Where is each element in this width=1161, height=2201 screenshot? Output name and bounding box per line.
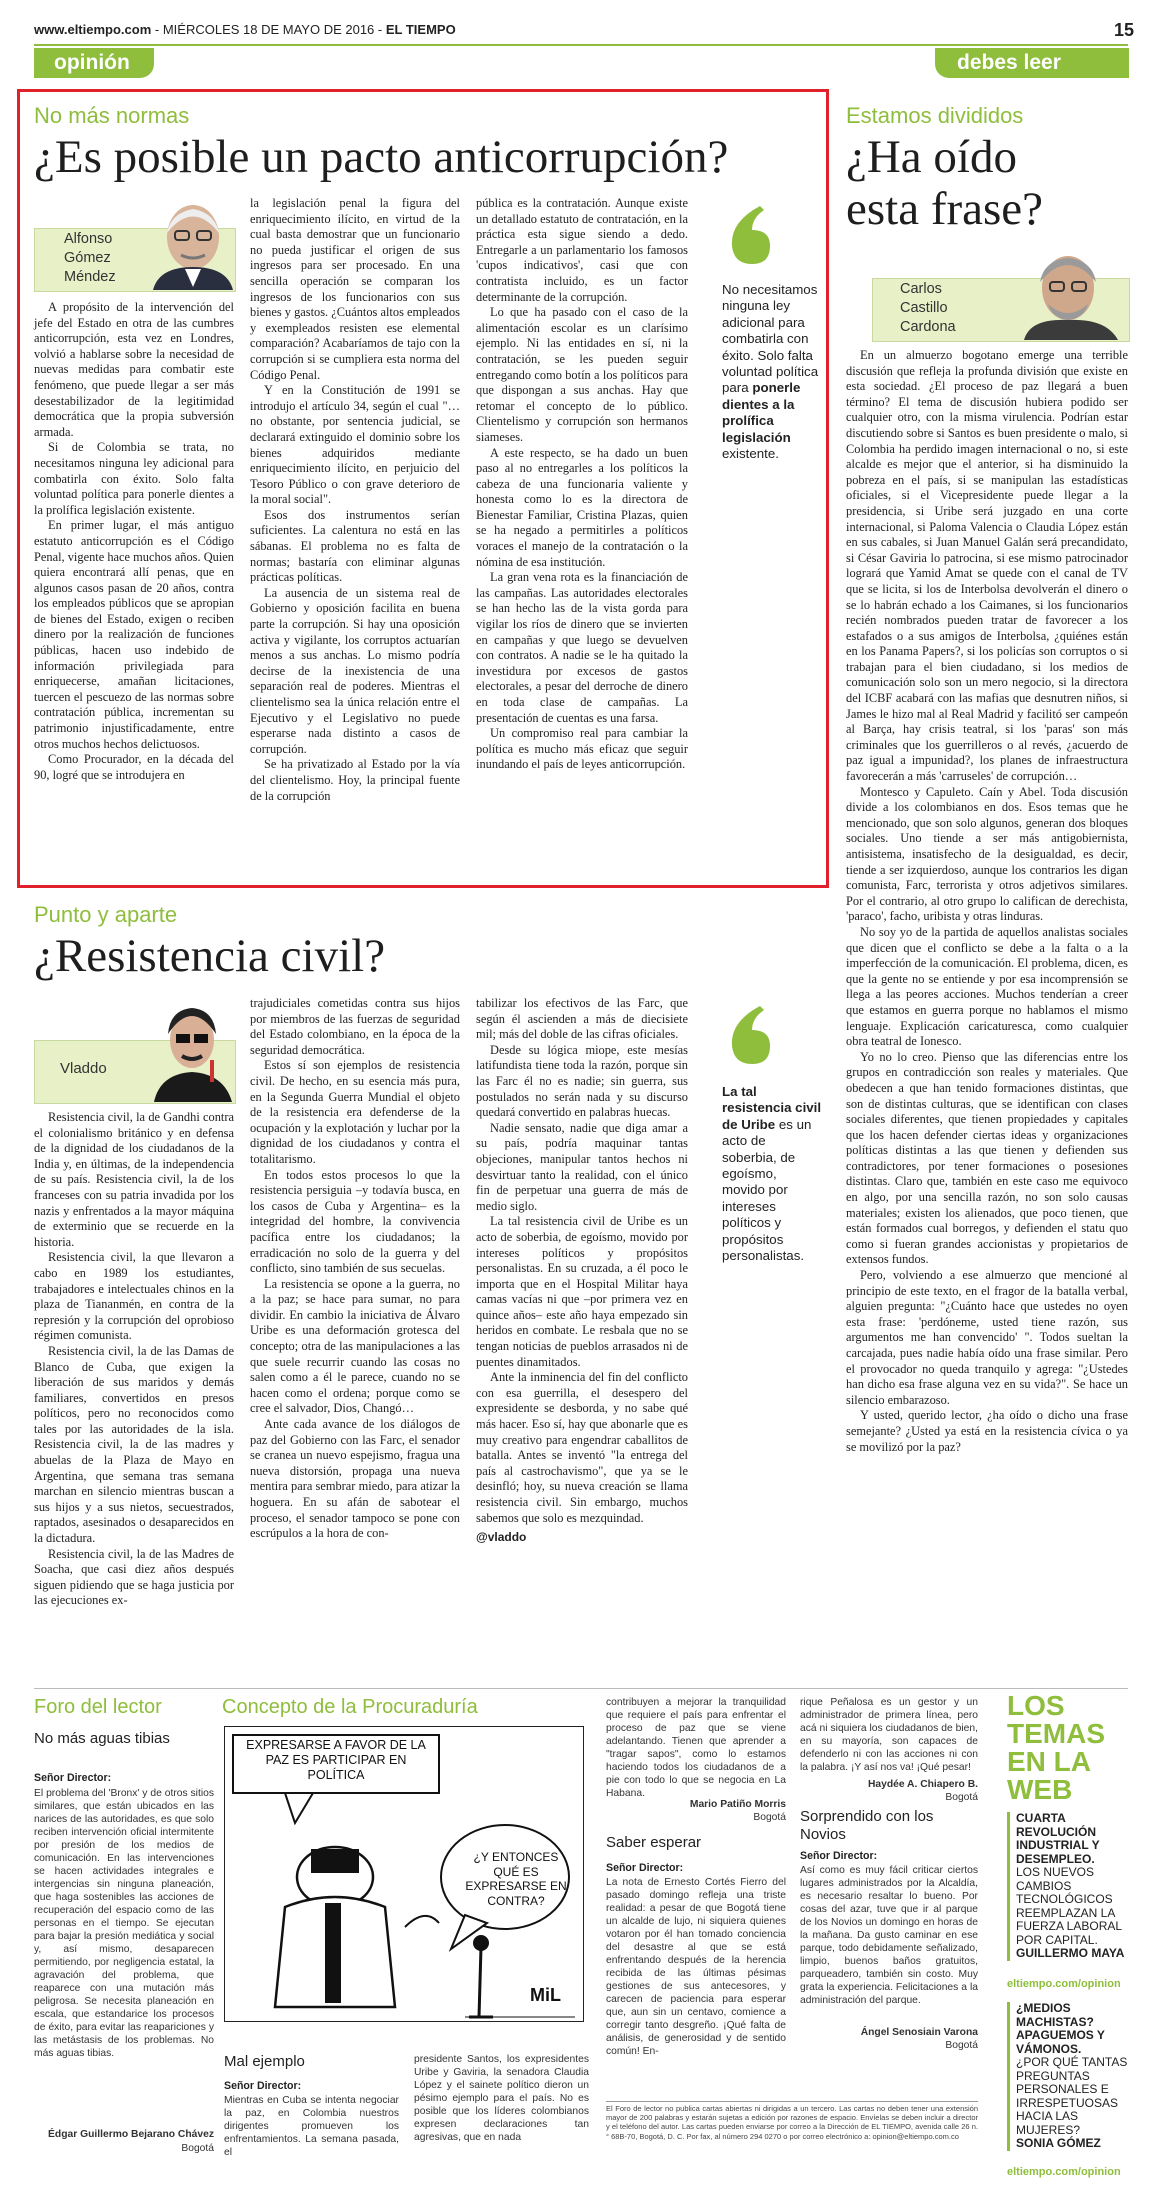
article1-col2: la legislación penal la figura del enriquecimiento ilícito, en virtud de la cual basta demostrar que un funcionario no pueda justificar el origen de sus ingresos para ser procesado. En una sencilla operación se comparan los ingresos de los funcionarios con sus bienes y gastos. ¿Cuántos altos empleados y exempleados resisten ese elemental comparación? Acabaríamos de tajo con la corrupción si se cumpliera esta norma del Código Penal. Y en la Constitución de 1991 se introdujo el artículo 34, según el cual "… no obstante, por sentencia judicial, se declarará extinguido el dominio sobre los bienes adquiridos mediante enriquecimiento ilícito, en perjuicio del Tesoro Público o con grave deterioro de la moral social". Esos dos instrumentos serían suficientes. La calentura no está en las sábanas. El problema no es falta de normas; bastaría con eliminar algunas prácticas políticas. La ausencia de un sistema real de Gobierno y oposición facilita en buena parte la corrupción. Si hay una oposición activa y vigilante, los corruptos actuarían menos a sus anchas. Lo mismo podría decirse de la inexistencia de una separación real de poderes. Mientras el clientelismo sea la única relación entre el Ejecutivo y el Legislativo no puede esperarse nada distinto a casos de corrupción. Se ha privatizado al Estado por la vía del clientelismo. Hoy, la principal fuente de la corrupción (250, 196, 460, 803)
mal-city: Bogotá (753, 1812, 786, 1823)
letter-title-aguas-tibias: No más aguas tibias (34, 1730, 170, 1747)
dateline: MIÉRCOLES 18 DE MAYO DE 2016 (162, 22, 375, 37)
cartoon-bubble2: ¿Y ENTONCES QUÉ ES EXPRESARSE EN CONTRA? (465, 1850, 567, 1908)
author-photo-castillo (1010, 248, 1128, 340)
page-number: 15 (1113, 20, 1134, 40)
novios-body: Así como es muy fácil criticar ciertos lugares administrados por la Alcaldía, es necesario resaltar lo bueno. Por cosas del azar, tuve que ir al parque de los Novios un domingo en horas de la mañana. Da gusto caminar en ese parque, todo debidamente señalizado, limpio, buenos baños gratuitos, parqueadero, también sin costo. Muy grata la experiencia. Felicitaciones a la administración del parque. (800, 1865, 978, 2006)
section-tab-debes-leer: debes leer (935, 48, 1129, 78)
sidebar-item-1[interactable]: CUARTA REVOLUCIÓN INDUSTRIAL Y DESEMPLEO. LOS NUEVOS CAMBIOS TECNOLÓGICOS REEMPLAZAN LA FUERZA LABORAL POR CAPITAL. GUILLERMO MAYA (1007, 1812, 1138, 1961)
kicker-no-mas-normas: No más normas (34, 103, 190, 128)
article1-col3: pública es la contratación. Aunque existe un detallado estatuto de contratación, en la práctica esta sigue siendo a dedo. Entregarle a un parlamentario los famosos 'cupos indicativos', casi que con contratista incluido, es un factor determinante de la corrupción. Lo que ha pasado con el caso de la alimentación escolar es un clarísimo ejemplo. Ni las entidades en sí, ni la contratación, se les pueden seguir entregando como botín a los políticos para que dispongan a sus anchas. Hay que retomar el concepto de lo público. Clientelismo y corrupción son hermanos siameses. A este respecto, se ha dado un buen paso al no entregarles a los políticos la cabeza de una funcionaria valiente y honesta como lo es la directora de Bienestar Familiar, Cristina Plazas, quien se ha negado a permitirles a políticos voraces el manejo de la contratación o la nómina de esa institución. La gran vena rota es la financiación de las campañas. Las autoridades electorales se han hecho las de la vista gorda para vigilar los ríos de dinero que se invierten en campañas y que luego se devuelven con contratos. A nadie se le ha quitado la investidura por excesos de gastos electorales, a pesar del derroche de dinero en toda clase de campañas. La presentación de cuentas es una farsa. Un compromiso real para cambiar la política es mucho más eficaz que seguir inundando el país de leyes anticorrupción. (476, 196, 688, 772)
rique-signature: Haydée A. Chiapero B. (867, 1779, 978, 1790)
article3-col2: trajudiciales cometidas contra sus hijos por miembros de las fuerzas de seguridad del Estado colombiano, en la época de la seguridad democrática. Estos sí son ejemplos de resistencia civil. De hecho, en su esencia más pura, en la Segunda Guerra Mundial el objeto de la resistencia era defenderse de la ocupación y la explotación y luchar por la dignidad de los ciudadanos y contra el totalitarismo. En todos estos procesos lo que la resistencia persiguia –y todavía busca, en los casos de Cuba y Argentina– es la integridad del hombre, la convivencia pacífica entre los ciudadanos; la erradicación no solo de la guerra y del conflicto, sino también de sus secuelas. La resistencia se opone a la guerra, no a la paz; se hace para sumar, no para dividir. En cambio la iniciativa de Álvaro Uribe es una deformación grotesca del concepto; otra de las manipulaciones a las que suele recurrir cuando las cosas no salen como a él le parece, cuando no se hacen como el ordena; porque como se cree el salvador, Dios, Changó… Ante cada avance de los diálogos de paz del Gobierno con las Farc, el senador se cranea un nuevo espejismo, fragua una nueva distorsión, propaga una nueva mentira para sembrar miedo, para atizar la hoguera. En su afán de sabotear el proceso, el senador tampoco se pone con escrúpulos a la hora de con- (250, 996, 460, 1541)
article1-col1: A propósito de la intervención del jefe del Estado en otra de las cumbres anticorrupción, esta vez en Londres, volvió a hablarse sobre la necesidad de nuevas medidas para combatir este fenómeno, que puede llegar a ser más desestabilizador de la legitimidad democrática que la propia subversión armada. Si de Colombia se trata, no necesitamos ninguna ley adicional para combatirla con éxito. Solo falta voluntad política para ponerle dientes a la prolífica legislación existente. En primer lugar, el más antiguo estatuto anticorrupción es el Código Penal, vigente hace muchos años. Quien quiera encontrará allí penas, que en algunos casos pasan de 20 años, contra los empleados públicos que se apropian de bienes del Estado, exigen o reciben dinero por la realización de funciones públicas, hacen uso indebido de información privilegiada para enriquecerse, amañan licitaciones, tuercen el pescuezo de las normas sobre contratación pública, incrementan su patrimonio injustificadamente, entre otros muchos hechos delictuosos. Como Procurador, en la década del 90, logré que se introdujera en (34, 300, 234, 782)
article3-col1: Resistencia civil, la de Gandhi contra el colonialismo británico y en defensa de la dignidad de los ciudadanos de la India y, en últimas, de la independencia de su país. Resistencia civil, la de los franceses con su patria invadida por los nazis y enfrentados a la mayor máquina de exterminio que se recuerde en la historia. Resistencia civil, la que llevaron a cabo en 1989 los estudiantes, trabajadores e intelectuales chinos en la plaza de Tiananmén, en contra de la represión y la corrupción del oprobioso régimen comunista. Resistencia civil, la de las Damas de Blanco de Cuba, que exigen la liberación de sus maridos y demás familiares, convertidos en presos políticos, pero no reconocidos como tales por las autoridades de la isla. Resistencia civil, la de las madres y abuelas de la Plaza de Mayo en Argentina, que semana tras semana marchan en silencio mientras buscan a sus hijos y a sus nietos, secuestrados, raptados, asesinados o desaparecidos en la dictadura. Resistencia civil, la de las Madres de Soacha, que casi diez años después siguen pidiendo que se haga justicia por las ejecuciones ex- (34, 1110, 234, 1608)
cartoon-bubble1: EXPRESARSE A FAVOR DE LA PAZ ES PARTICIPAR EN POLÍTICA (246, 1738, 426, 1782)
section-tab-opinion: opinión (34, 48, 154, 78)
sidebar-title: LOS TEMAS EN LA WEB (1007, 1690, 1105, 1805)
signature-vladdo: @vladdo (476, 1530, 527, 1545)
kicker-estamos-divididos: Estamos divididos (846, 103, 1024, 128)
letter-title-novios: Sorprendido con los Novios (800, 1808, 934, 1843)
letter1-body: El problema del 'Bronx' y de otros sitios similares, que están ubicados en las narices de las autoridades, es que solo reciben intervención oficial intermitente por presión de los medios de comunicación. En las intervenciones se hacen actividades integrales e intergencias sin ninguna planeación, que haga sostenibles las acciones de recuperación del espacio como de las personas en el tiempo. Se ejecutan para bajar la presión mediática y social y, así mismo, desaparecen permitiendo, por negligencia estatal, la agravación del problema, que reaparece con una mutación más peligrosa. Se necesita planeación en escala, que estandarice los procesos de éxito, para evitar las reapariciones y las metástasis de los problemas. No más aguas tibias. (34, 1788, 214, 2059)
author-name-vladdo: Vladdo (60, 1060, 107, 1077)
headline-resistencia-civil: ¿Resistencia civil? (34, 930, 386, 982)
saber-body: La nota de Ernesto Cortés Fierro del pasado domingo refleja una triste realidad: a pesar de que Bogotá tiene un alcalde de lujo, ni siquiera quienes votaron por él han tomado conciencia del desastre al que se está enfrentando después de la herencia recibida de las últimas pésimas gestiones de sus antecesores, y carecen de paciencia para esperar que, aun sin un centavo, comience a corregir tanto desgreño. ¡Qué falta de análisis, de generosidad y de sentido común! En- (606, 1877, 786, 2057)
rique-city: Bogotá (945, 1792, 978, 1803)
author-photo-vladdo (150, 994, 236, 1102)
foro-title: Foro del lector (34, 1696, 162, 1718)
headline-pacto-anticorrupcion: ¿Es posible un pacto anticorrupción? (34, 131, 729, 183)
author-name-gomez: Alfonso Gómez Méndez (64, 231, 116, 285)
cartoonist-signature: MiL (530, 1985, 561, 2005)
letter-title-mal-ejemplo: Mal ejemplo (224, 2053, 305, 2070)
author-name-castillo: Carlos Castillo Cardona (900, 281, 956, 335)
sidebar-item-2[interactable]: ¿MEDIOS MACHISTAS? APAGUEMOS Y VÁMONOS. ¿POR QUÉ TANTAS PREGUNTAS PERSONALES E IRRESPETUOSAS HACIA LAS MUJERES? SONIA GÓMEZ (1007, 2002, 1138, 2151)
mal-body3: contribuyen a mejorar la tranquilidad que requiere el país para enfrentar el proceso de paz que se viene adelantando. Tienen que aprender a "tragar sapos", como lo estamos haciendo todos los ciudadanos de a pie con todo lo que se negocia en La Habana. (606, 1697, 786, 1799)
letter1-signature: Édgar Guillermo Bejarano Chávez (48, 2129, 214, 2140)
sidebar-link-1[interactable]: eltiempo.com/opinion (1007, 1978, 1121, 1990)
kicker-punto-y-aparte: Punto y aparte (34, 902, 178, 927)
mal-salutation: Señor Director: (224, 2080, 302, 2092)
pull-quote-article3: La tal resistencia civil de Uribe es un acto de soberbia, de egoísmo, movido por intereses políticos y propósitos personalistas. (722, 1084, 822, 1264)
letter1-salutation: Señor Director: (34, 1772, 112, 1784)
headline-ha-oido-l2: esta frase? (846, 183, 1043, 235)
mal-body2: presidente Santos, los expresidentes Uribe y Gaviria, la senadora Claudia López y el sainete político dieron un pésimo ejemplo para el país. No es posible que los líderes colombianos expresen declaraciones tan agresivas, que en nada (414, 2054, 589, 2143)
mal-signature: Mario Patiño Morris (689, 1799, 786, 1810)
quote-mark-icon-2 (722, 1000, 780, 1070)
page-header: www.eltiempo.com - MIÉRCOLES 18 DE MAYO DE 2016 - EL TIEMPO 15 (34, 20, 1134, 40)
foro-footnote: El Foro de lector no publica cartas abiertas ni dirigidas a un tercero. Las cartas no deben tener una extensión mayor de 200 palabras y estarán sujetas a edición por razones de espacio. Envíelas se deben incluir a director y el teléfono del autor. Las cartas pueden enviarse por correo a la Dirección de EL TIEMPO, avenida calle 26 n.° 68B-70, Bogotá, D. C. Por fax, al número 294 0270 o por correo electrónico a: opinion@eltiempo.com.co (606, 2104, 978, 2141)
pull-quote-article1: No necesitamos ninguna ley adicional para combatirla con éxito. Solo falta voluntad política para ponerle dientes a la prolífica legislación existente. (722, 282, 819, 462)
headline-ha-oido-l1: ¿Ha oído (846, 131, 1017, 183)
letter1-city: Bogotá (181, 2143, 214, 2154)
saber-salutation: Señor Director: (606, 1862, 684, 1874)
quote-mark-icon (722, 200, 780, 270)
novios-city: Bogotá (945, 2040, 978, 2051)
mal-body1: Mientras en Cuba se intenta negociar la paz, en Colombia nuestros dirigentes promueven los enfrentamientos. La semana pasada, el (224, 2095, 399, 2158)
header-rule (34, 44, 1128, 46)
paper-name: EL TIEMPO (385, 22, 456, 37)
article3-col3: tabilizar los efectivos de las Farc, que según él ascienden a más de diecisiete mil; más del doble de las cifras oficiales. Desde su lógica miope, este mesías latifundista tiene toda la razón, porque sin las Farc él no es nadie; sin guerra, sus postulados no serán nada y su discurso quedará convertido en palabras huecas. Nadie sensato, nadie que diga amar a su país, podría maquinar tantas objeciones, manipular tantos hechos ni desvirtuar tanto la realidad, con el único fin de perpetuar una guerra de más de medio siglo. La tal resistencia civil de Uribe es un acto de soberbia, de egoísmo, movido por intereses políticos y propósitos personalistas. En su cruzada, a él poco le importa que en el Hospital Militar haya camas vacías ni que –por primera vez en quince años– este año haya empezado sin heridos en combate. Le resbala que no se tengan noticias de pueblos arrasados ni de puentes dinamitados. Ante la inminencia del fin del conflicto con esa guerrilla, el desespero del expresidente se desborda, y no sabe qué más hacer. Eso sí, hay que abonarle que es muy creativo para engendrar caballitos de batalla. Antes se inventó "la entrega del país al castrochavismo", que ya se le desinfló; hoy, su nueva creación se llama resistencia civil. Sin embargo, muchos sabemos que solo es mezquindad. @vladdo (476, 996, 688, 1545)
article2-body: En un almuerzo bogotano emerge una terrible discusión que refleja la profunda división que existe en esta sociedad. ¿El proceso de paz llegará a buen término? El tema de discusión hubiera podido ser cualquier otro, con la misma virulencia. Podrían estar discutiendo sobre si Santos es buen presidente o malo, si Colombia ha perdido imagen internacional o no, si este alcalde es mejor que el anterior, si ha disminuido la pobreza en el país, si se manipulan las estadísticas oficiales, si el Vicepresidente puede llegar a la presidencia, si Uribe será juzgado en una corte internacional, si Paloma Valencia o Claudia López están en sus cabales, si Juan Manuel Galán será precandidato, si César Gaviria lo patrocina, si ese mismo patrocinador logrará que Yamid Amat se quede con el canal de TV que se licita, si los de Interbolsa devolverán el dinero o se lo habrán echado a los Caimanes, si los funcionarios recién nombrados pueden tratar de favorecer a los estafados o a sus amigos de Interbolsa, ¿quiénes están en los Panama Papers?, si los policías son corruptos o si trabajan para el bien ciudadano, si los medios de comunicación solo son un mero negocio, si la directora del ICBF acabará con las mafias que desnutren niños, si James le hizo mal al Real Madrid y facilitó ser campeón al Barça, hay crisis teatral, si los 'paras' son más criminales que los guerrilleros o al revés, ¿acuerdo de paz igual a impunidad?, los planes de infraestructura favorecerán a más 'carruseles' de corrupción… Montesco y Capuleto. Caín y Abel. Toda discusión divide a los colombianos en dos. Esos temas que he mencionado, que son solo algunos, generan dos bloques sociales. Uno tiende a ser más antigobiernista, antisistema, insatisfecho de la desigualdad, es decir, tiende a ser izquierdoso, aunque los contrarios les digan comunista, Farc, terrorista y otros adjetivos similares. Por el contrario, al otro grupo lo califican de derechista, 'paraco', facho, uribista y otras linduras. No soy yo de la partida de aquellos analistas sociales que dicen que el conflicto se debe a la falta o a la imperfección de la comunicación. El problema, dicen, es que la gente no se entiende y por esa incomprensión se llega a las peores acciones. Muchos tenderían a creer que estamos en guerra porque no hablamos el mismo lenguaje. Explicación caricaturesca, como cualquier obra teatral de Ionesco. Yo no lo creo. Pienso que las diferencias entre los grupos en contradicción son reales y materiales. Que obedecen a que han tenido formaciones distintas, que son de distintas culturas, que se identifican con clases sociales diferentes, que tienen propiedades y capitales que los hacen defender ciertas ideas y organizaciones políticas distintas a las que tienen y defienden sus contradictores, por tener formaciones o posesiones distintas. Claro que, también en este caso me equivoco en algo, por una sencilla razón, no son solo causas materiales; existen los alienados, que poco tienen, que están formados cual borregos, y defienden el statu quo como si fueran grandes accionistas y propietarios de extensos fundos. Pero, volviendo a ese almuerzo que mencioné al principio de este texto, en el fragor de la batalla verbal, alguien pregunta: "¿Cuánto hace que ustedes no oyen esta frase: 'perdóneme, usted tiene razón, sus argumentos me han convencido' ". Todos sueltan la carcajada, pues nadie había oído una frase similar. Pero el provocador no queda tranquilo y agrega: "¿Ustedes han dicho esa frase alguna vez en su vida?". Se hace un silencio embarazoso. Y usted, querido lector, ¿ha oído o dicho una frase semejante? ¿Usted ya está en la resistencia cívica o ya se movilizó por la paz? (846, 348, 1128, 1454)
letter-title-saber-esperar: Saber esperar (606, 1834, 702, 1851)
author-photo-gomez (145, 195, 235, 290)
bottom-divider (34, 1688, 1128, 1689)
sidebar-link-2[interactable]: eltiempo.com/opinion (1007, 2166, 1121, 2178)
novios-signature: Ángel Senosiain Varona (860, 2027, 978, 2038)
rique-body: rique Peñalosa es un gestor y un administrador de primera línea, pero acá ni siquiera los ciudadanos de bien, en su mayoría, son capaces de defenderlo ni con las acciones ni con la palabra. ¡Y así nos va! ¡Qué pesar! (800, 1697, 978, 1773)
cartoon-title: Concepto de la Procuraduría (222, 1696, 478, 1718)
site-url[interactable]: www.eltiempo.com (34, 22, 152, 37)
novios-salutation: Señor Director: (800, 1850, 878, 1862)
footnote-rule (606, 2101, 978, 2102)
